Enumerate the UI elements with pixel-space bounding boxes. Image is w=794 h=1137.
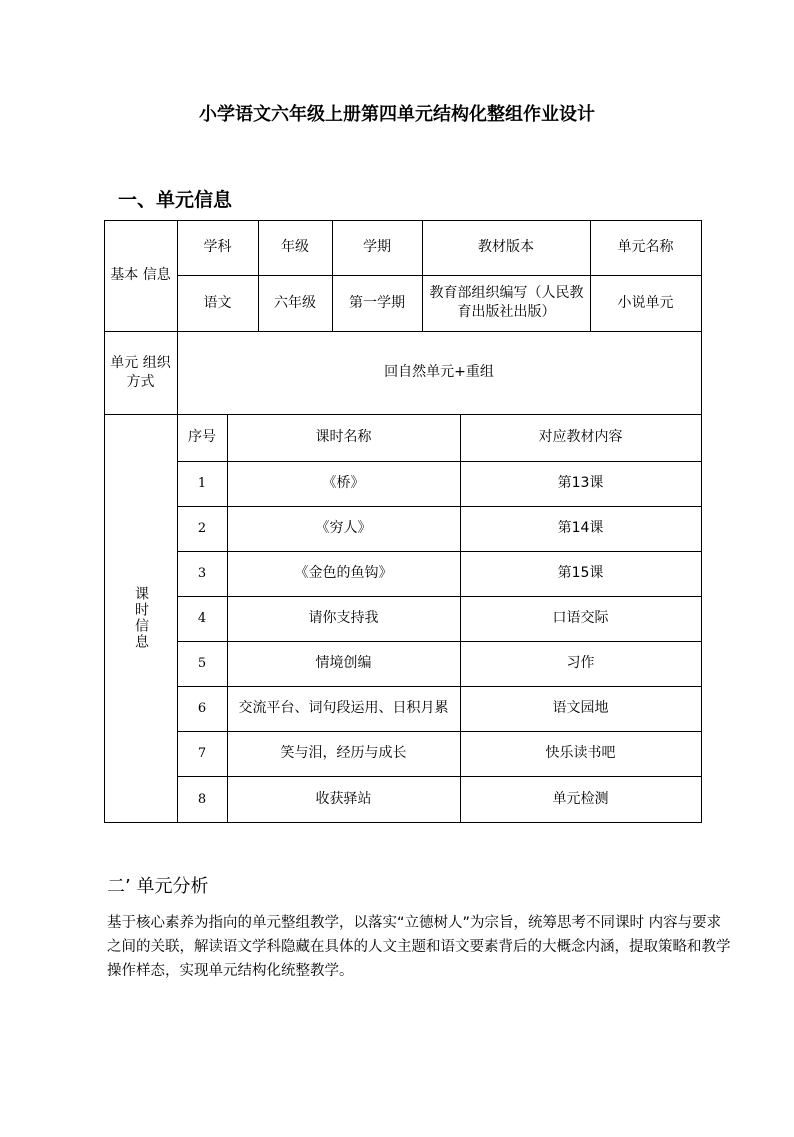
lesson-header-no: 序号	[188, 429, 216, 445]
lesson-name: 《金色的鱼钩》	[294, 565, 393, 581]
lesson-content: 第13课	[557, 475, 604, 491]
lesson-no: 8	[197, 791, 207, 807]
document-title: 小学语文六年级上册第四单元结构化整组作业设计	[199, 104, 595, 125]
lesson-info-label: 课时信息	[133, 586, 149, 650]
lesson-no: 3	[197, 566, 207, 581]
section-heading-unit-analysis: 二’ 单元分析	[107, 876, 209, 897]
lesson-name: 收获驿站	[315, 790, 372, 807]
lesson-name: 交流平台、词句段运用、日积月累	[238, 700, 449, 716]
lesson-no: 6	[197, 701, 207, 716]
lesson-name: 请你支持我	[308, 610, 379, 626]
value-textbook: 教育部组织编写（人民教 育出版社出版）	[429, 285, 584, 320]
lesson-content: 快乐读书吧	[545, 745, 616, 761]
header-term: 学期	[363, 239, 391, 255]
lesson-content: 语文园地	[552, 700, 609, 716]
value-grade: 六年级	[274, 294, 316, 311]
header-textbook: 教材版本	[478, 239, 534, 255]
lesson-header-content: 对应教材内容	[538, 429, 623, 445]
lesson-no: 1	[197, 476, 207, 491]
lesson-content: 口语交际	[552, 610, 609, 626]
org-value: 回自然单元+重组	[384, 364, 494, 380]
lesson-no: 7	[197, 746, 207, 761]
lesson-content: 第15课	[557, 565, 604, 581]
lesson-no: 5	[197, 656, 207, 671]
lesson-name: 《桥》	[322, 475, 365, 491]
header-grade: 年级	[281, 239, 309, 255]
analysis-paragraph: 基于核心素养为指向的单元整组教学，以落实“立德树人”为宗旨，统筹思考不同课时 内容与要求之间的关联，解读语文学科隐藏在具体的人文主题和语文要素背后的大概念内涵，提取策略和教学操作样态，实现单元结构化统整教学。	[107, 915, 731, 979]
lesson-name: 笑与泪，经历与成长	[280, 745, 407, 761]
lesson-content: 单元检测	[552, 790, 609, 807]
header-unit-name: 单元名称	[617, 239, 674, 255]
lesson-header-name: 课时名称	[315, 429, 372, 445]
header-subject: 学科	[203, 239, 232, 255]
value-subject: 语文	[203, 294, 232, 311]
lesson-name: 情境创编	[315, 655, 372, 671]
lesson-content: 第14课	[557, 520, 604, 536]
lesson-name: 《穷人》	[315, 520, 372, 536]
value-term: 第一学期	[349, 294, 405, 311]
value-unit-name: 小说单元	[617, 294, 674, 311]
lesson-no: 2	[197, 521, 207, 536]
org-label: 单元 组织方式	[110, 354, 171, 390]
section-heading-unit-info: 一、单元信息	[118, 189, 233, 211]
basic-info-label: 基本 信息	[110, 267, 171, 283]
lesson-content: 习作	[566, 655, 595, 671]
lesson-no: 4	[197, 611, 207, 626]
